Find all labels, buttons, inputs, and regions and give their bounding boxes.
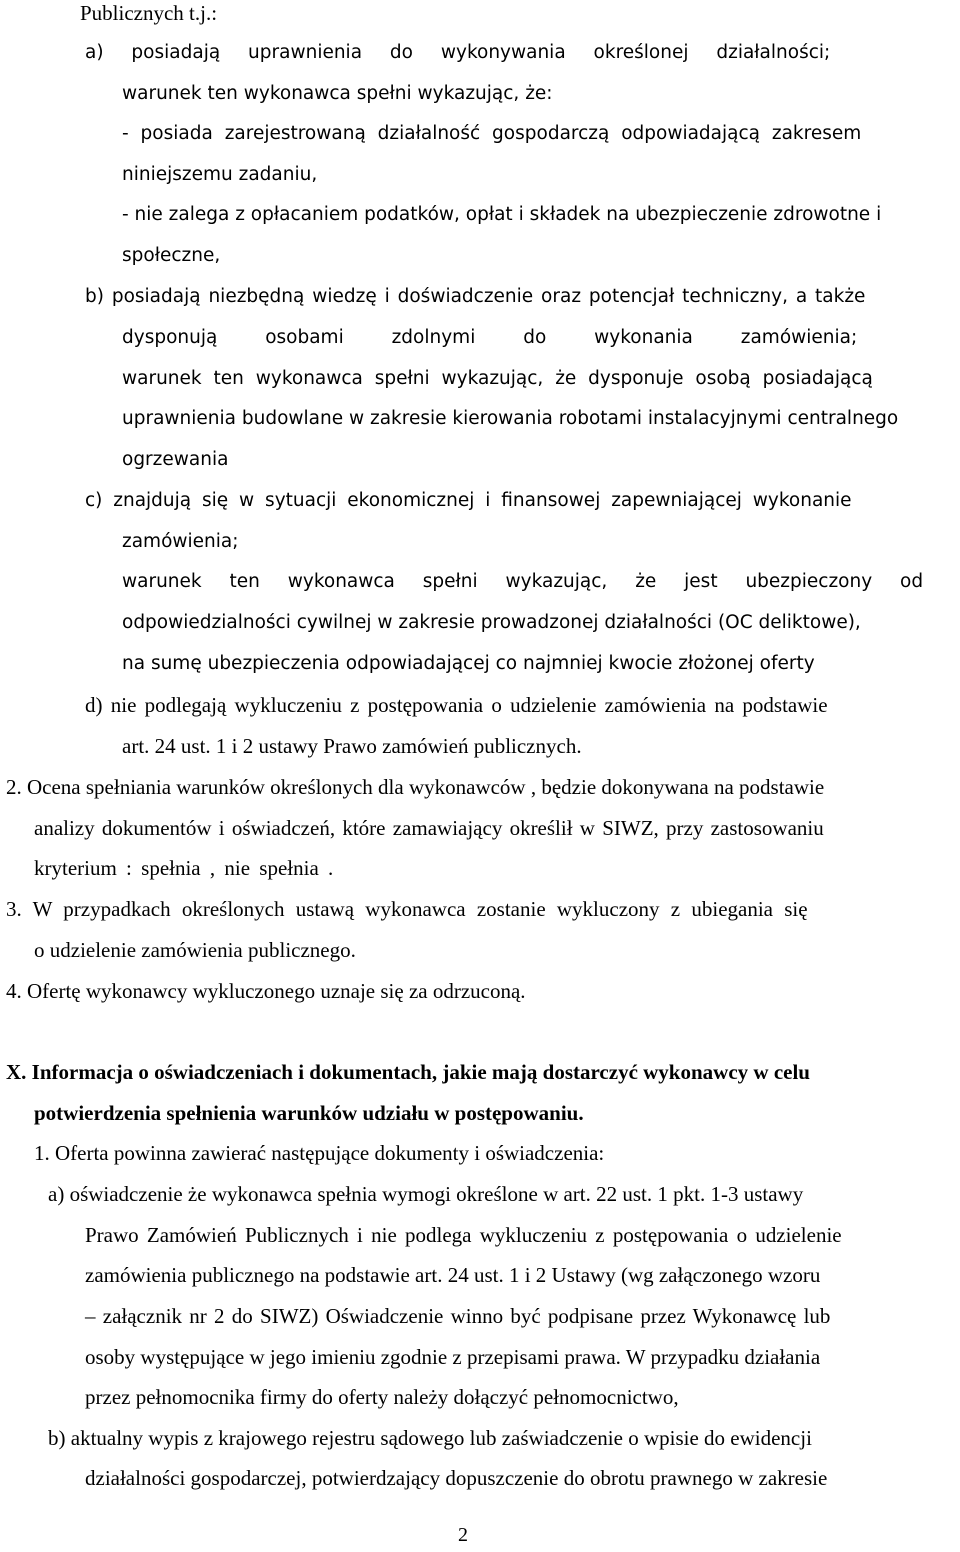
- document-a-line-5: osoby występujące w jego imieniu zgodnie z przepisami prawa. W przypadku działania: [85, 1345, 821, 1369]
- point-3-line-1: 3. W przypadkach określonych ustawą wykonawca zostanie wykluczony z ubiegania się: [6, 897, 808, 921]
- condition-a-line-4: niniejszemu zadaniu,: [122, 164, 318, 185]
- condition-a-line-3: - posiada zarejestrowaną działalność gospodarczą odpowiadającą zakresem: [122, 123, 862, 144]
- document-a-line-3: zamówienia publicznego na podstawie art. 24 ust. 1 i 2 Ustawy (wg załączonego wzoru: [85, 1263, 821, 1287]
- condition-a-line-1: [85, 40, 957, 66]
- condition-b-line-3: warunek ten wykonawca spełni wykazując, że dysponuje osobą posiadającą: [122, 368, 873, 389]
- condition-b-line-2: dysponują osobami zdolnymi do wykonania zamówienia;: [122, 327, 858, 348]
- condition-a-text: a) posiadają uprawnienia do wykonywania określonej działalności;: [85, 42, 831, 63]
- condition-c-line-5: na sumę ubezpieczenia odpowiadającej co najmniej kwocie złożonej oferty: [122, 653, 815, 674]
- section-x-point-1: 1. Oferta powinna zawierać następujące dokumenty i oświadczenia:: [34, 1141, 605, 1165]
- document-a-line-4: – załącznik nr 2 do SIWZ) Oświadczenie winno być podpisane przez Wykonawcę lub: [85, 1304, 831, 1328]
- condition-b-line-4: uprawnienia budowlane w zakresie kierowania robotami instalacyjnymi centralnego: [122, 408, 899, 429]
- condition-c-line-4: odpowiedzialności cywilnej w zakresie prowadzonej działalności (OC deliktowe),: [122, 612, 861, 633]
- condition-c-line-2: zamówienia;: [122, 531, 239, 552]
- document-a-line-1: a) oświadczenie że wykonawca spełnia wymogi określone w art. 22 ust. 1 pkt. 1-3 ustawy: [48, 1182, 804, 1206]
- section-x-heading-line-1: X. Informacja o oświadczeniach i dokumentach, jakie mają dostarczyć wykonawcy w celu: [6, 1060, 810, 1084]
- document-b-line-1: b) aktualny wypis z krajowego rejestru sądowego lub zaświadczenie o wpisie do ewidencji: [48, 1426, 812, 1450]
- condition-c-line-1: c) znajdują się w sytuacji ekonomicznej i finansowej zapewniającej wykonanie: [85, 490, 852, 511]
- condition-a-line-6: społeczne,: [122, 245, 221, 266]
- condition-d-line-1: d) nie podlegają wykluczeniu z postępowania o udzielenie zamówienia na podstawie: [85, 693, 828, 717]
- point-2-line-2: analizy dokumentów i oświadczeń, które zamawiający określił w SIWZ, przy zastosowaniu: [34, 816, 824, 840]
- document-a-line-2: Prawo Zamówień Publicznych i nie podlega wykluczeniu z postępowania o udzielenie: [85, 1223, 842, 1247]
- condition-d-line-2: art. 24 ust. 1 i 2 ustawy Prawo zamówień publicznych.: [122, 734, 582, 758]
- point-2-line-3: kryterium : spełnia , nie spełnia .: [34, 856, 334, 880]
- page-number: 2: [458, 1524, 468, 1546]
- point-4-line-1: 4. Ofertę wykonawcy wykluczonego uznaje się za odrzuconą.: [6, 979, 526, 1003]
- condition-a-line-5: - nie zalega z opłacaniem podatków, opłat i składek na ubezpieczenie zdrowotne i: [122, 204, 882, 225]
- point-3-line-2: o udzielenie zamówienia publicznego.: [34, 938, 356, 962]
- section-x-heading-line-2: potwierdzenia spełnienia warunków udziału w postępowaniu.: [34, 1101, 584, 1125]
- condition-a-line-2: warunek ten wykonawca spełni wykazując, że:: [122, 83, 553, 104]
- condition-c-line-3: warunek ten wykonawca spełni wykazując, że jest ubezpieczony od: [122, 571, 924, 592]
- document-b-line-2: działalności gospodarczej, potwierdzający dopuszczenie do obrotu prawnego w zakresie: [85, 1466, 828, 1490]
- continued-line: Publicznych t.j.:: [80, 1, 218, 25]
- document-a-line-6: przez pełnomocnika firmy do oferty należy dołączyć pełnomocnictwo,: [85, 1385, 679, 1409]
- condition-b-line-5: ogrzewania: [122, 449, 229, 470]
- point-2-line-1: 2. Ocena spełniania warunków określonych dla wykonawców , będzie dokonywana na podstawie: [6, 775, 825, 799]
- condition-b-line-1: b) posiadają niezbędną wiedzę i doświadczenie oraz potencjał techniczny, a także: [85, 286, 866, 307]
